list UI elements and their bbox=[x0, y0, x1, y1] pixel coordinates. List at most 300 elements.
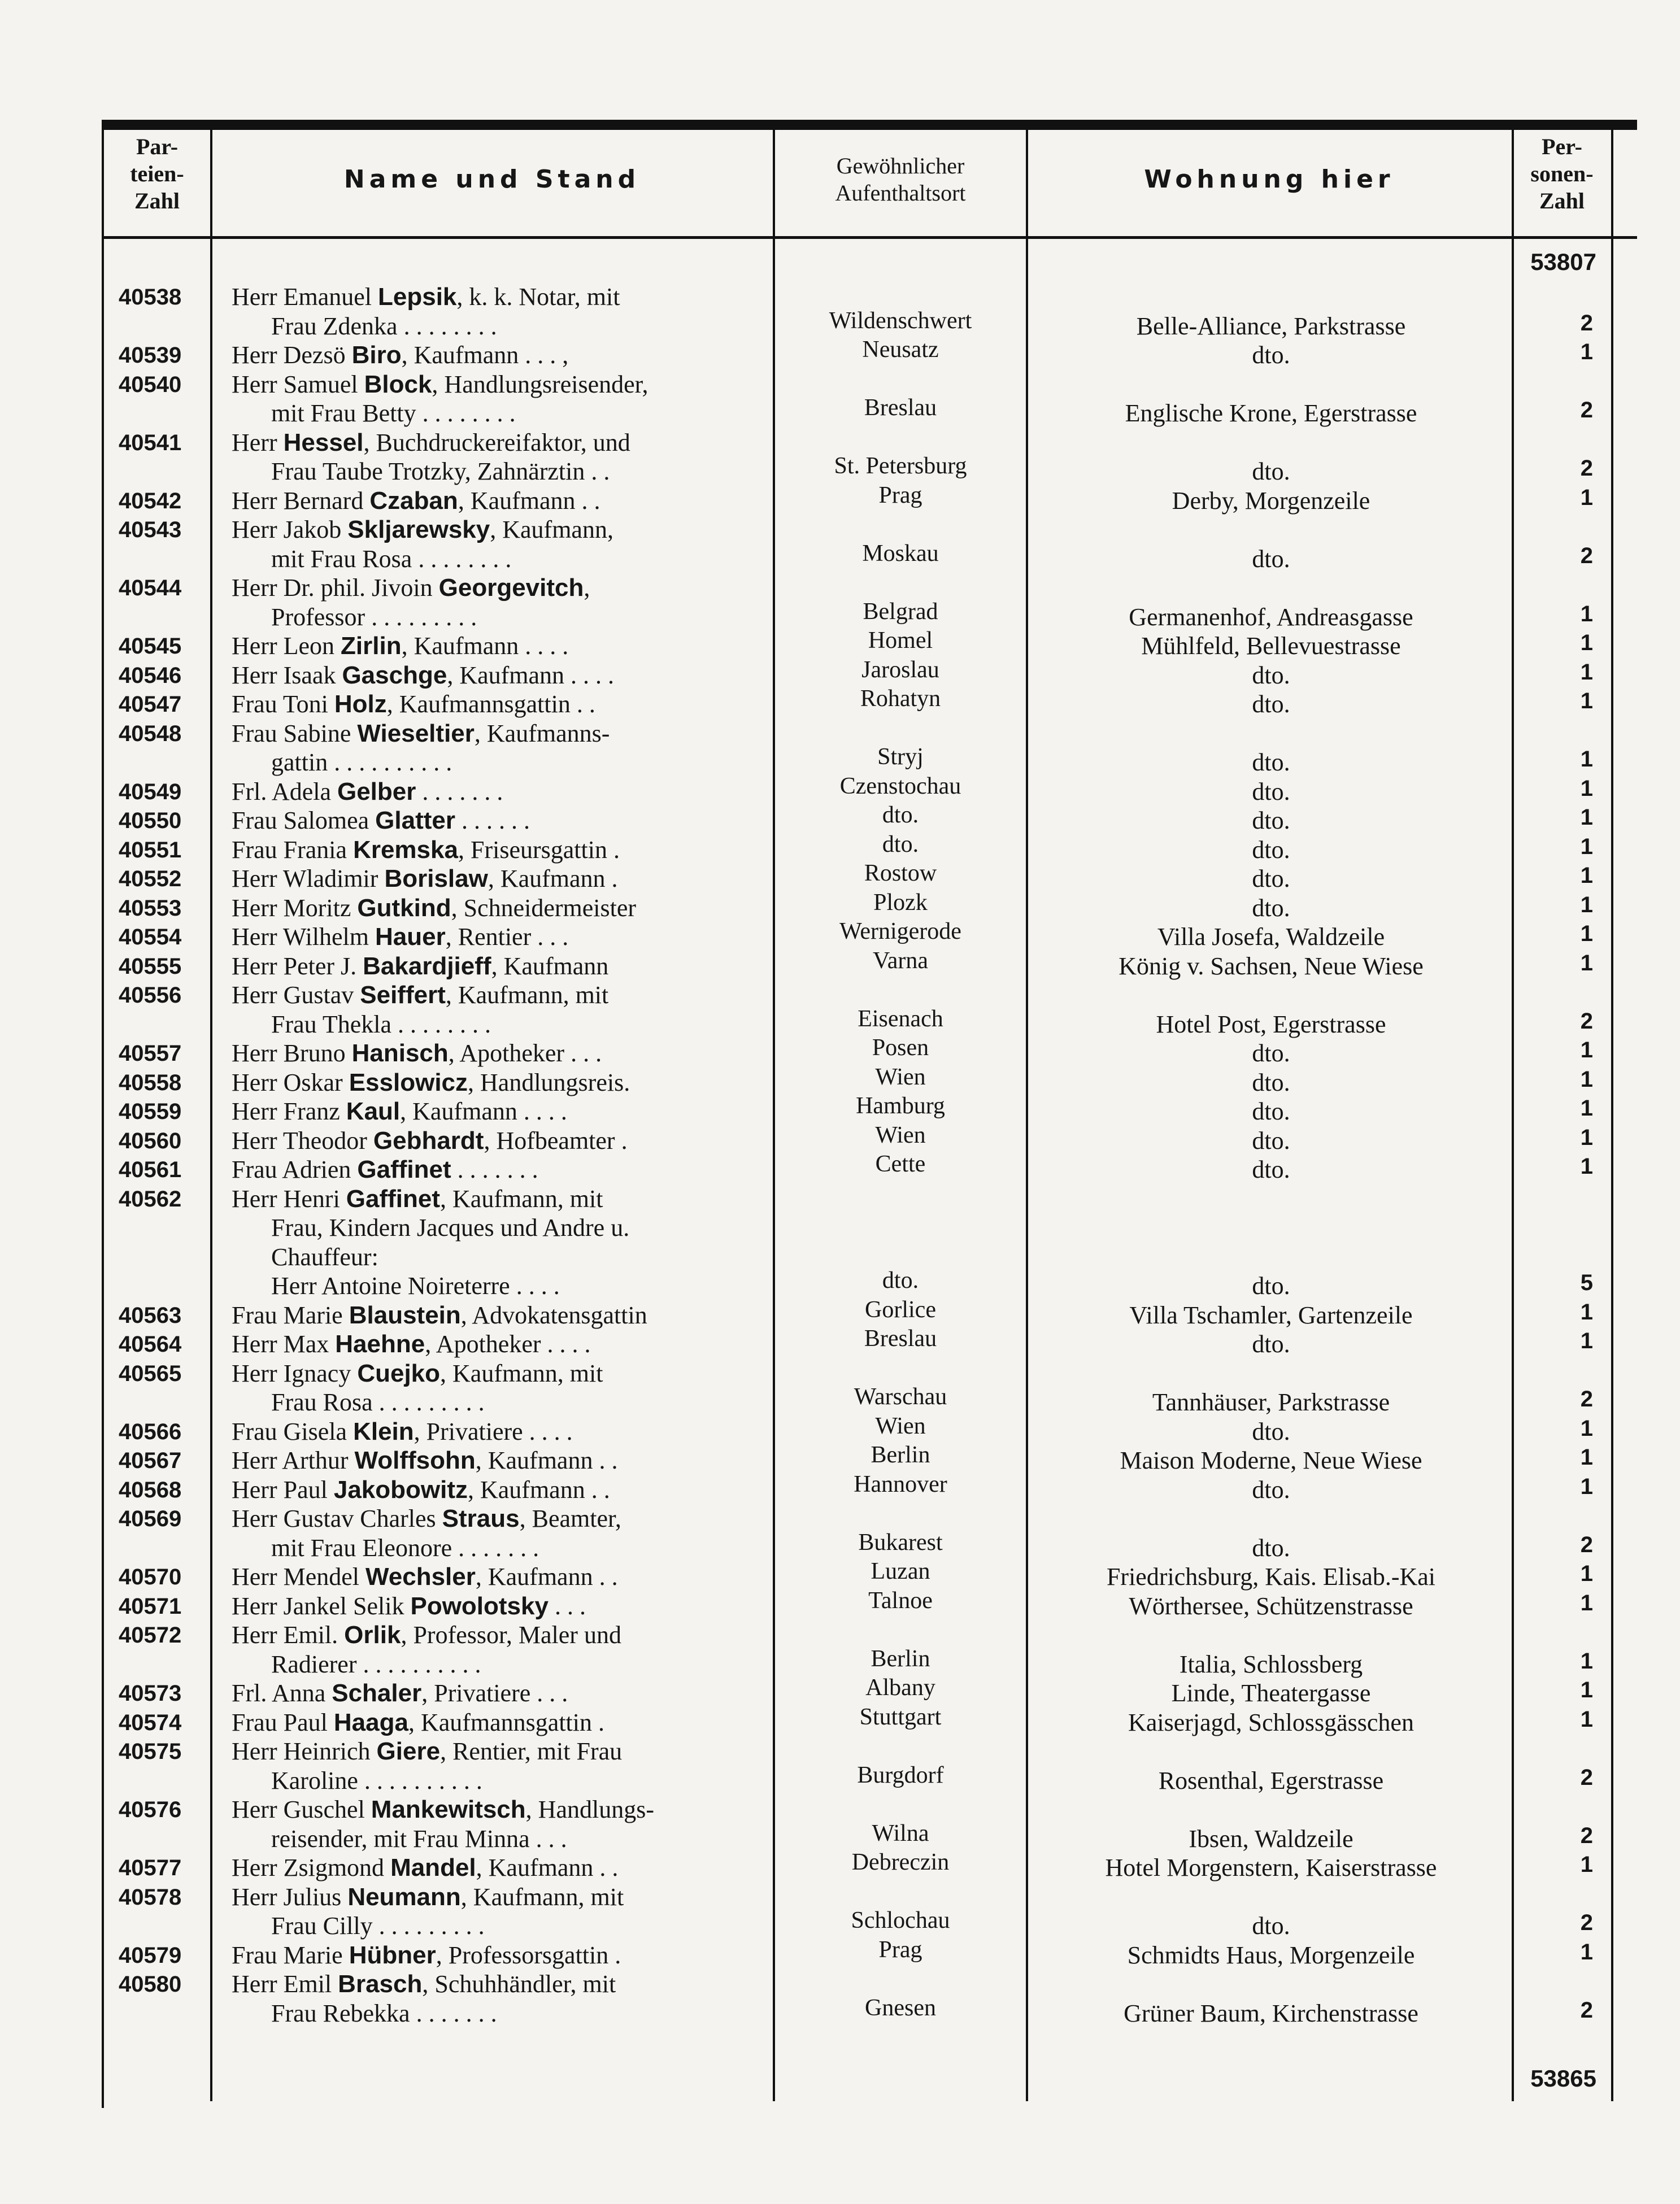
entry-persons: 1 bbox=[1580, 950, 1593, 975]
entry-persons: 2 bbox=[1580, 1765, 1593, 1790]
entry-persons: 1 bbox=[1580, 863, 1593, 888]
entry-persons: 1 bbox=[1580, 747, 1593, 772]
entry-name-line bbox=[232, 1330, 591, 1359]
entry-number: 40555 bbox=[119, 953, 182, 979]
entry-residence: Belle-Alliance, Parkstrasse bbox=[1136, 312, 1406, 340]
entry-origin: Cette bbox=[875, 1151, 926, 1177]
entry-persons: 1 bbox=[1580, 921, 1593, 946]
entry-origin: Prag bbox=[878, 482, 922, 508]
entry-title-given-name: Herr Emil bbox=[232, 1970, 338, 1998]
entry-origin: Talnoe bbox=[868, 1587, 933, 1614]
entry-occupation: , Handlungsreisender, bbox=[432, 370, 649, 398]
entry-persons: 1 bbox=[1580, 689, 1593, 713]
entry-name-line bbox=[232, 486, 600, 516]
entry-residence: dto. bbox=[1252, 1330, 1290, 1358]
entry-occupation: , Kaufmann . . . . bbox=[447, 661, 615, 689]
entry-persons: 2 bbox=[1580, 1532, 1593, 1557]
entry-number: 40544 bbox=[119, 576, 182, 600]
entry-number: 40577 bbox=[119, 1855, 182, 1880]
entry-occupation: , Buchdruckereifaktor, und bbox=[363, 428, 630, 456]
entry-title-given-name: Frau Frania bbox=[232, 835, 354, 864]
entry-name-line bbox=[232, 573, 590, 603]
entry-name-line bbox=[232, 1475, 610, 1505]
entry-surname: Gelber bbox=[337, 777, 416, 805]
entry-persons: 1 bbox=[1580, 1939, 1593, 1965]
entry-name-line bbox=[232, 922, 568, 952]
entry-continuation: reisender, mit Frau Minna . . . bbox=[271, 1824, 567, 1853]
entry-number: 40565 bbox=[119, 1361, 182, 1386]
entry-surname: Hessel bbox=[283, 428, 364, 456]
entry-origin: Stuttgart bbox=[859, 1704, 942, 1730]
entry-surname: Haaga bbox=[333, 1708, 408, 1736]
entry-surname: Jakobowitz bbox=[333, 1475, 468, 1504]
entry-persons: 1 bbox=[1580, 1038, 1593, 1062]
entry-title-given-name: Herr Franz bbox=[232, 1097, 346, 1125]
entry-occupation: , Beamter, bbox=[519, 1505, 621, 1532]
entry-origin: Albany bbox=[865, 1675, 935, 1701]
entry-occupation: , Professor, Maler und bbox=[401, 1621, 621, 1649]
entry-title-given-name: Herr Guschel bbox=[232, 1796, 371, 1823]
entry-occupation: , Kaufmann . bbox=[488, 865, 618, 892]
entry-continuation: Frau Cilly . . . . . . . . . bbox=[271, 1912, 485, 1940]
entry-persons: 1 bbox=[1580, 1299, 1593, 1325]
entry-origin: Hamburg bbox=[856, 1093, 945, 1119]
entry-residence: dto. bbox=[1252, 1912, 1290, 1940]
entry-occupation: , Kaufmanns- bbox=[474, 719, 610, 747]
entry-occupation: , Kaufmann . . bbox=[468, 1475, 610, 1504]
entry-origin: Wernigerode bbox=[839, 918, 961, 944]
entry-title-given-name: Herr Max bbox=[232, 1330, 336, 1358]
entry-number: 40568 bbox=[119, 1477, 182, 1502]
entry-title-given-name: Herr Jakob bbox=[232, 516, 348, 543]
entry-title-given-name: Frl. Anna bbox=[232, 1679, 332, 1707]
entry-occupation: , Hofbeamter . bbox=[484, 1126, 628, 1155]
entry-occupation: , Kaufmann . . . . bbox=[401, 632, 569, 660]
entry-occupation: , Privatiere . . . . bbox=[414, 1417, 573, 1445]
entry-persons: 2 bbox=[1580, 1823, 1593, 1848]
entry-origin: Gnesen bbox=[865, 1994, 936, 2021]
entry-surname: Czaban bbox=[369, 486, 458, 515]
entry-name-line bbox=[232, 719, 610, 748]
entry-surname: Wieseltier bbox=[357, 719, 475, 747]
entry-title-given-name: Frau Marie bbox=[232, 1301, 349, 1329]
entry-residence: Kaiserjagd, Schlossgässchen bbox=[1128, 1708, 1414, 1736]
entry-residence: dto. bbox=[1252, 1534, 1290, 1562]
entry-residence: dto. bbox=[1252, 1126, 1290, 1155]
entry-origin: Homel bbox=[868, 628, 933, 654]
entry-origin: Wilna bbox=[872, 1820, 929, 1846]
entry-occupation: , Kaufmann . . bbox=[458, 486, 600, 515]
entry-occupation: , Privatiere . . . bbox=[421, 1679, 568, 1707]
entry-surname: Glatter bbox=[375, 807, 455, 834]
entry-residence: Englische Krone, Egerstrasse bbox=[1125, 399, 1417, 427]
entry-title-given-name: Herr Zsigmond bbox=[232, 1854, 391, 1881]
entry-number: 40559 bbox=[119, 1099, 182, 1124]
entry-number: 40554 bbox=[119, 925, 182, 949]
entry-name-line bbox=[232, 1446, 617, 1475]
entry-occupation: , Schneidermeister bbox=[451, 894, 637, 922]
entry-origin: Luzan bbox=[871, 1558, 930, 1584]
entry-persons: 1 bbox=[1580, 892, 1593, 917]
entry-name-line bbox=[232, 1097, 567, 1126]
entry-occupation: . . . . . . . bbox=[451, 1156, 538, 1183]
entry-surname: Hanisch bbox=[351, 1039, 449, 1067]
entry-occupation: , Advokatensgattin bbox=[460, 1301, 647, 1329]
entry-title-given-name: Herr Leon bbox=[232, 632, 341, 660]
entry-name-line bbox=[232, 894, 636, 923]
entry-occupation: . . . . . . bbox=[455, 807, 530, 834]
column-divider bbox=[1611, 130, 1613, 2101]
entry-surname: Brasch bbox=[338, 1970, 423, 1998]
entry-residence: dto. bbox=[1252, 1039, 1290, 1067]
entry-continuation: Chauffeur: bbox=[271, 1243, 378, 1271]
entry-occupation: , bbox=[584, 574, 590, 602]
header-persons: Per- sonen- Zahl bbox=[1530, 134, 1594, 214]
entry-occupation: , Professorsgattin . bbox=[436, 1941, 621, 1969]
entry-residence: dto. bbox=[1252, 341, 1290, 369]
entry-surname: Wechsler bbox=[365, 1563, 476, 1591]
entry-residence: dto. bbox=[1252, 835, 1290, 864]
entry-number: 40538 bbox=[119, 285, 182, 310]
entry-number: 40569 bbox=[119, 1506, 182, 1531]
entry-origin: Jaroslau bbox=[861, 656, 939, 683]
entry-surname: Bakardjieff bbox=[363, 952, 491, 980]
entry-residence: dto. bbox=[1252, 1417, 1290, 1445]
entry-surname: Giere bbox=[376, 1737, 441, 1765]
entry-name-line bbox=[232, 864, 618, 894]
entry-origin: Schlochau bbox=[851, 1907, 950, 1933]
entry-occupation: , Kaufmannsgattin . . bbox=[386, 690, 595, 718]
entry-surname: Biro bbox=[351, 341, 402, 369]
entry-origin: Gorlice bbox=[865, 1296, 936, 1323]
entry-occupation: , Schuhhändler, mit bbox=[422, 1970, 616, 1998]
entry-title-given-name: Herr Bruno bbox=[232, 1039, 352, 1067]
entry-persons: 2 bbox=[1580, 398, 1593, 422]
entry-occupation: , Kaufmann, mit bbox=[445, 981, 609, 1009]
entry-origin: St. Petersburg bbox=[834, 453, 967, 479]
entry-surname: Blaustein bbox=[349, 1301, 461, 1329]
entry-origin: Stryj bbox=[877, 744, 924, 770]
entry-origin: Prag bbox=[878, 1936, 922, 1963]
entry-number: 40578 bbox=[119, 1884, 182, 1910]
entry-continuation: Karoline . . . . . . . . . . bbox=[271, 1766, 482, 1794]
entry-occupation: , k. k. Notar, mit bbox=[456, 283, 620, 311]
entry-title-given-name: Herr Isaak bbox=[232, 661, 342, 689]
entry-name-line bbox=[232, 282, 620, 312]
entry-surname: Zirlin bbox=[341, 632, 402, 660]
entry-name-line bbox=[232, 690, 595, 719]
entry-surname: Schaler bbox=[332, 1679, 422, 1707]
entry-surname: Hübner bbox=[349, 1941, 436, 1969]
entry-residence: Tannhäuser, Parkstrasse bbox=[1152, 1388, 1390, 1416]
entry-title-given-name: Herr Wilhelm bbox=[232, 923, 376, 951]
entry-title-given-name: Herr Gustav bbox=[232, 981, 360, 1009]
entry-persons: 1 bbox=[1580, 1648, 1593, 1674]
entry-number: 40552 bbox=[119, 866, 182, 891]
entry-name-line bbox=[232, 1941, 621, 1970]
entry-title-given-name: Herr bbox=[232, 428, 284, 456]
entry-name-line bbox=[232, 1301, 647, 1330]
entry-name-line bbox=[232, 1970, 616, 1999]
entry-surname: Wolffsohn bbox=[354, 1447, 476, 1474]
entry-surname: Kremska bbox=[353, 835, 458, 864]
entry-title-given-name: Frau Toni bbox=[232, 690, 334, 718]
entry-continuation: mit Frau Betty . . . . . . . . bbox=[271, 399, 516, 427]
entry-number: 40549 bbox=[119, 779, 182, 804]
entry-title-given-name: Frau Paul bbox=[232, 1708, 334, 1736]
entry-number: 40573 bbox=[119, 1681, 182, 1706]
entry-persons: 1 bbox=[1580, 339, 1593, 364]
entry-surname: Cuejko bbox=[357, 1359, 441, 1387]
entry-surname: Georgevitch bbox=[438, 574, 584, 602]
entry-title-given-name: Herr Paul bbox=[232, 1475, 334, 1504]
entry-occupation: , Kaufmann . . . , bbox=[401, 341, 569, 369]
entry-origin: Hannover bbox=[854, 1471, 947, 1497]
entry-residence: dto. bbox=[1252, 1097, 1290, 1125]
entry-origin: Eisenach bbox=[858, 1005, 943, 1032]
entry-occupation: , Kaufmann . . bbox=[476, 1854, 619, 1881]
entry-name-line bbox=[232, 1853, 618, 1883]
entry-persons: 1 bbox=[1580, 659, 1593, 685]
entry-number: 40576 bbox=[119, 1797, 182, 1822]
entry-title-given-name: Herr Julius bbox=[232, 1883, 348, 1911]
entry-persons: 1 bbox=[1580, 1066, 1593, 1092]
entry-residence: Ibsen, Waldzeile bbox=[1189, 1824, 1353, 1853]
entry-origin: Debreczin bbox=[851, 1849, 950, 1875]
entry-title-given-name: Herr Henri bbox=[232, 1184, 346, 1213]
entry-name-line bbox=[232, 1126, 628, 1156]
top-rule bbox=[102, 120, 1637, 130]
entry-occupation: , Handlungsreis. bbox=[468, 1068, 630, 1096]
entry-persons: 1 bbox=[1580, 834, 1593, 859]
entry-name-line bbox=[232, 1592, 586, 1621]
entry-residence: Friedrichsburg, Kais. Elisab.-Kai bbox=[1106, 1563, 1436, 1591]
entry-residence: dto. bbox=[1252, 894, 1290, 922]
entry-surname: Borislaw bbox=[384, 865, 488, 892]
entry-name-line bbox=[232, 981, 608, 1010]
entry-name-line bbox=[232, 1883, 624, 1912]
entry-origin: dto. bbox=[882, 802, 919, 828]
entry-surname: Block bbox=[364, 370, 432, 398]
entry-surname: Holz bbox=[334, 690, 387, 718]
entry-name-line bbox=[232, 1504, 621, 1534]
entry-origin: Plozk bbox=[873, 889, 928, 916]
entry-residence: Villa Josefa, Waldzeile bbox=[1157, 923, 1385, 951]
entry-occupation: , Rentier, mit Frau bbox=[440, 1737, 623, 1765]
entry-number: 40542 bbox=[119, 488, 182, 513]
entry-surname: Esslowicz bbox=[349, 1068, 468, 1096]
entry-persons: 2 bbox=[1580, 1997, 1593, 2023]
entry-residence: Schmidts Haus, Morgenzeile bbox=[1127, 1941, 1415, 1969]
entry-occupation: , Rentier . . . bbox=[445, 923, 569, 951]
entry-title-given-name: Herr Emil. bbox=[232, 1621, 345, 1649]
entry-persons: 1 bbox=[1580, 485, 1593, 510]
entry-origin: Belgrad bbox=[863, 598, 938, 625]
entry-residence: Germanenhof, Andreasgasse bbox=[1129, 603, 1413, 631]
entry-name-line bbox=[232, 1679, 568, 1708]
entry-persons: 5 bbox=[1580, 1270, 1593, 1295]
entry-surname: Orlik bbox=[344, 1621, 401, 1649]
entry-occupation: , Kaufmann . . . . bbox=[400, 1097, 567, 1125]
entry-number: 40571 bbox=[119, 1593, 182, 1619]
header-residence: Wohnung hier bbox=[1144, 165, 1395, 194]
entry-persons: 2 bbox=[1580, 456, 1593, 481]
entry-occupation: , Kaufmann, mit bbox=[460, 1883, 624, 1911]
entry-persons: 1 bbox=[1580, 805, 1593, 830]
entry-persons: 1 bbox=[1580, 1678, 1593, 1702]
entry-occupation: , Kaufmann . . bbox=[475, 1563, 618, 1591]
entry-surname: Gaschge bbox=[342, 661, 447, 689]
entry-number: 40574 bbox=[119, 1710, 182, 1735]
entry-continuation: Frau Thekla . . . . . . . . bbox=[271, 1010, 491, 1038]
entry-title-given-name: Herr Dr. phil. Jivoin bbox=[232, 574, 439, 602]
entry-surname: Gaffinet bbox=[346, 1184, 441, 1213]
entry-number: 40570 bbox=[119, 1565, 182, 1589]
entry-number: 40567 bbox=[119, 1448, 182, 1473]
entry-origin: Wien bbox=[875, 1122, 926, 1148]
entry-surname: Powolotsky bbox=[410, 1592, 549, 1620]
header-origin: Gewöhnlicher Aufenthaltsort bbox=[835, 153, 966, 206]
entry-residence: dto. bbox=[1252, 807, 1290, 834]
entry-surname: Seiffert bbox=[360, 981, 446, 1009]
entry-origin: Bukarest bbox=[858, 1529, 943, 1556]
entry-origin: Rostow bbox=[864, 860, 937, 886]
entry-persons: 1 bbox=[1580, 1329, 1593, 1353]
entry-number: 40572 bbox=[119, 1623, 182, 1648]
entry-name-line bbox=[232, 1708, 604, 1737]
entry-number: 40547 bbox=[119, 692, 182, 717]
entry-number: 40539 bbox=[119, 343, 182, 368]
entry-title-given-name: Frl. Adela bbox=[232, 777, 337, 805]
entry-name-line bbox=[232, 631, 568, 661]
entry-title-given-name: Herr Dezsö bbox=[232, 341, 352, 369]
entry-name-line bbox=[232, 1184, 603, 1214]
entry-residence: Maison Moderne, Neue Wiese bbox=[1120, 1447, 1422, 1474]
entry-persons: 1 bbox=[1580, 1125, 1593, 1150]
entry-origin: Breslau bbox=[864, 395, 937, 421]
entry-residence: dto. bbox=[1252, 1272, 1290, 1300]
entry-residence: Rosenthal, Egerstrasse bbox=[1158, 1766, 1384, 1794]
entry-name-line bbox=[232, 1359, 603, 1388]
entry-number: 40560 bbox=[119, 1128, 182, 1153]
entry-persons: 1 bbox=[1580, 630, 1593, 655]
entry-surname: Klein bbox=[353, 1417, 414, 1445]
entry-origin: Wien bbox=[875, 1064, 926, 1090]
entry-name-line bbox=[232, 515, 613, 545]
entry-number: 40580 bbox=[119, 1972, 182, 1997]
entry-name-line bbox=[232, 428, 630, 458]
entry-name-line bbox=[232, 1155, 538, 1184]
entry-persons: 1 bbox=[1580, 776, 1593, 801]
entry-title-given-name: Herr Wladimir bbox=[232, 865, 385, 892]
entry-persons: 1 bbox=[1580, 601, 1593, 626]
entry-surname: Kaul bbox=[346, 1097, 401, 1125]
entry-title-given-name: Frau Salomea bbox=[232, 807, 376, 834]
entry-residence: Wörthersee, Schützenstrasse bbox=[1129, 1592, 1413, 1620]
entry-title-given-name: Herr Bernard bbox=[232, 486, 370, 515]
entry-occupation: , Kaufmann, bbox=[490, 516, 613, 543]
entry-origin: Warschau bbox=[854, 1384, 947, 1410]
entry-name-line bbox=[232, 1795, 654, 1824]
entry-surname: Straus bbox=[442, 1505, 520, 1532]
entry-surname: Gaffinet bbox=[357, 1156, 451, 1183]
entry-name-line bbox=[232, 777, 503, 807]
entry-number: 40562 bbox=[119, 1186, 182, 1212]
entry-title-given-name: Herr Emanuel bbox=[232, 283, 378, 311]
entry-continuation: Frau Taube Trotzky, Zahnärztin . . bbox=[271, 458, 610, 485]
entry-surname: Mandel bbox=[390, 1854, 476, 1881]
entry-continuation: mit Frau Eleonore . . . . . . . bbox=[271, 1534, 539, 1562]
entry-name-line bbox=[232, 835, 620, 865]
entry-title-given-name: Frau Adrien bbox=[232, 1156, 358, 1183]
entry-residence: dto. bbox=[1252, 1156, 1290, 1183]
entry-number: 40540 bbox=[119, 372, 182, 397]
entry-number: 40557 bbox=[119, 1041, 182, 1066]
column-divider bbox=[1512, 130, 1514, 2101]
entry-persons: 1 bbox=[1580, 1096, 1593, 1121]
entry-residence: dto. bbox=[1252, 1475, 1290, 1504]
entry-residence: Hotel Post, Egerstrasse bbox=[1156, 1010, 1386, 1038]
entry-surname: Haehne bbox=[335, 1330, 425, 1358]
entry-number: 40566 bbox=[119, 1419, 182, 1444]
entry-title-given-name: Herr Peter J. bbox=[232, 952, 363, 980]
entry-persons: 1 bbox=[1580, 1154, 1593, 1179]
header-rule bbox=[102, 236, 1637, 239]
entry-persons: 1 bbox=[1580, 1415, 1593, 1441]
entry-title-given-name: Herr Heinrich bbox=[232, 1737, 377, 1765]
entry-continuation: Frau Zdenka . . . . . . . . bbox=[271, 312, 497, 340]
entry-residence: Italia, Schlossberg bbox=[1179, 1650, 1363, 1678]
entry-number: 40579 bbox=[119, 1942, 182, 1968]
entry-number: 40561 bbox=[119, 1157, 182, 1182]
entry-surname: Hauer bbox=[375, 923, 446, 951]
entry-number: 40551 bbox=[119, 837, 182, 863]
entry-occupation: , Kaufmann . . bbox=[475, 1447, 618, 1474]
entry-origin: Wien bbox=[875, 1413, 926, 1439]
header-partei: Par- teien- Zahl bbox=[130, 134, 184, 214]
entry-occupation: , Handlungs- bbox=[525, 1796, 654, 1823]
entry-name-line bbox=[232, 806, 530, 835]
entry-continuation: Professor . . . . . . . . . bbox=[271, 603, 477, 631]
entry-persons: 1 bbox=[1580, 1474, 1593, 1499]
entry-origin: Rohatyn bbox=[860, 686, 941, 712]
entry-surname: Lepsik bbox=[378, 283, 457, 311]
entry-title-given-name: Frau Marie bbox=[232, 1941, 349, 1969]
entry-persons: 1 bbox=[1580, 1852, 1593, 1877]
entry-name-line bbox=[232, 1039, 602, 1068]
entry-occupation: , Friseursgattin . bbox=[458, 835, 620, 864]
entry-number: 40556 bbox=[119, 983, 182, 1008]
entry-number: 40541 bbox=[119, 430, 182, 455]
entry-origin: Wildenschwert bbox=[829, 307, 972, 334]
entry-title-given-name: Frau Gisela bbox=[232, 1417, 354, 1445]
entry-residence: Hotel Morgenstern, Kaiserstrasse bbox=[1105, 1854, 1437, 1881]
entry-number: 40550 bbox=[119, 808, 182, 833]
entry-residence: Villa Tschamler, Gartenzeile bbox=[1129, 1301, 1413, 1329]
entry-surname: Skljarewsky bbox=[347, 516, 490, 543]
entry-occupation: , Apotheker . . . . bbox=[425, 1330, 591, 1358]
entry-name-line bbox=[232, 661, 614, 690]
entry-surname: Gutkind bbox=[357, 894, 451, 922]
entry-number: 40543 bbox=[119, 517, 182, 542]
entry-persons: 1 bbox=[1580, 1445, 1593, 1470]
entry-number: 40563 bbox=[119, 1303, 182, 1328]
entry-residence: Derby, Morgenzeile bbox=[1172, 486, 1370, 515]
entry-occupation: , Apotheker . . . bbox=[448, 1039, 602, 1067]
entry-title-given-name: Herr Theodor bbox=[232, 1126, 373, 1155]
entry-residence: Linde, Theatergasse bbox=[1171, 1679, 1371, 1707]
entry-title-given-name: Herr Ignacy bbox=[232, 1359, 358, 1387]
